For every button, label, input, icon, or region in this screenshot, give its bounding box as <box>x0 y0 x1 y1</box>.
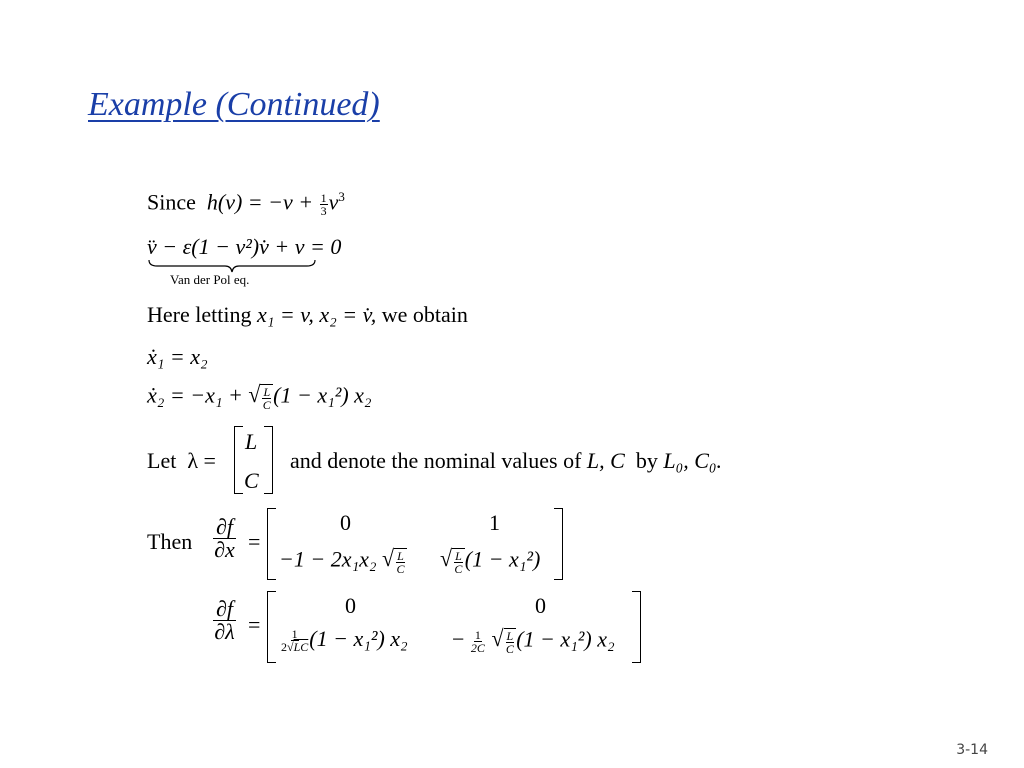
we-obtain-text: we obtain <box>381 302 468 327</box>
let-line <box>147 450 216 472</box>
one-third-fraction: $\frac{1}{3}$ <box>320 190 327 218</box>
df-dlambda-fraction: $\frac{\partial f}{\partial\lambda}$ <box>214 596 235 644</box>
matrix2-r2c2: − $\frac{1}{2C}$ √ $\frac{L}{C}$ (1 − x₁²) x₂ <box>452 625 615 656</box>
matrix1-right-bracket <box>554 508 563 580</box>
slide-title: Example (Continued) <box>88 86 380 123</box>
page-number: 3-14 <box>956 742 988 758</box>
xdot2-equation <box>147 381 372 412</box>
equals-1: = <box>248 529 261 554</box>
then-label: Then <box>147 529 193 554</box>
matrix2-r1c2: 0 <box>535 593 546 618</box>
since-label: Since <box>147 189 196 215</box>
matrix1-r1c2: 1 <box>489 510 500 535</box>
van-der-pol-equation: v̈ − ε(1 − v²)v̇ + v = 0 <box>147 234 342 259</box>
L0C0-symbols: L₀, C₀. <box>663 448 723 473</box>
matrix1-r1c1: 0 <box>340 510 351 535</box>
matrix2-right-bracket <box>632 591 641 663</box>
sqrt-L-over-C: √ $\frac{L}{C}$ <box>248 384 273 411</box>
lambda-equals: λ = <box>187 448 216 473</box>
substitution-line <box>147 304 468 326</box>
let-label: Let <box>147 448 177 473</box>
matrix1-r2c2: √ $\frac{L}{C}$ (1 − x₁²) <box>440 545 541 576</box>
xdot2-lhs: ẋ₂ = −x₁ + <box>147 382 243 408</box>
here-letting-text: Here letting <box>147 302 252 327</box>
matrix2-left-bracket <box>267 591 276 663</box>
xdot2-rhs: (1 − x₁²) x₂ <box>273 382 372 408</box>
van-der-pol-label: Van der Pol eq. <box>170 272 250 287</box>
matrix1-left-bracket <box>267 508 276 580</box>
df-dx-fraction: $\frac{\partial f}{\partial x}$ <box>214 514 235 562</box>
equals-2: = <box>248 612 261 637</box>
xdot1-equation: ẋ₁ = x₂ <box>147 344 208 369</box>
matrix1-r2c1: −1 − 2x₁x₂ √ $\frac{L}{C}$ <box>279 548 407 575</box>
by-text: by <box>635 448 658 473</box>
lambda-L: L <box>245 429 258 454</box>
h-expression: h(v) = −v + <box>206 189 319 215</box>
matrix2-r2c1: $\frac{1}{2√LC}$ (1 − x₁²) x₂ <box>281 626 408 655</box>
matrix2-r1c1: 0 <box>345 593 356 618</box>
substitution-expression: x₁ = v, x₂ = v̇, <box>256 302 377 327</box>
cube-exponent: 3 <box>338 189 345 204</box>
lambda-left-bracket <box>234 426 243 494</box>
v-cubed: v <box>328 189 339 215</box>
LC-symbols: L, C <box>586 448 625 473</box>
lambda-C: C <box>244 468 259 493</box>
since-line <box>147 190 345 217</box>
denote-text: and denote the nominal values of <box>290 448 582 473</box>
denote-line <box>290 450 722 472</box>
lambda-right-bracket <box>264 426 273 494</box>
